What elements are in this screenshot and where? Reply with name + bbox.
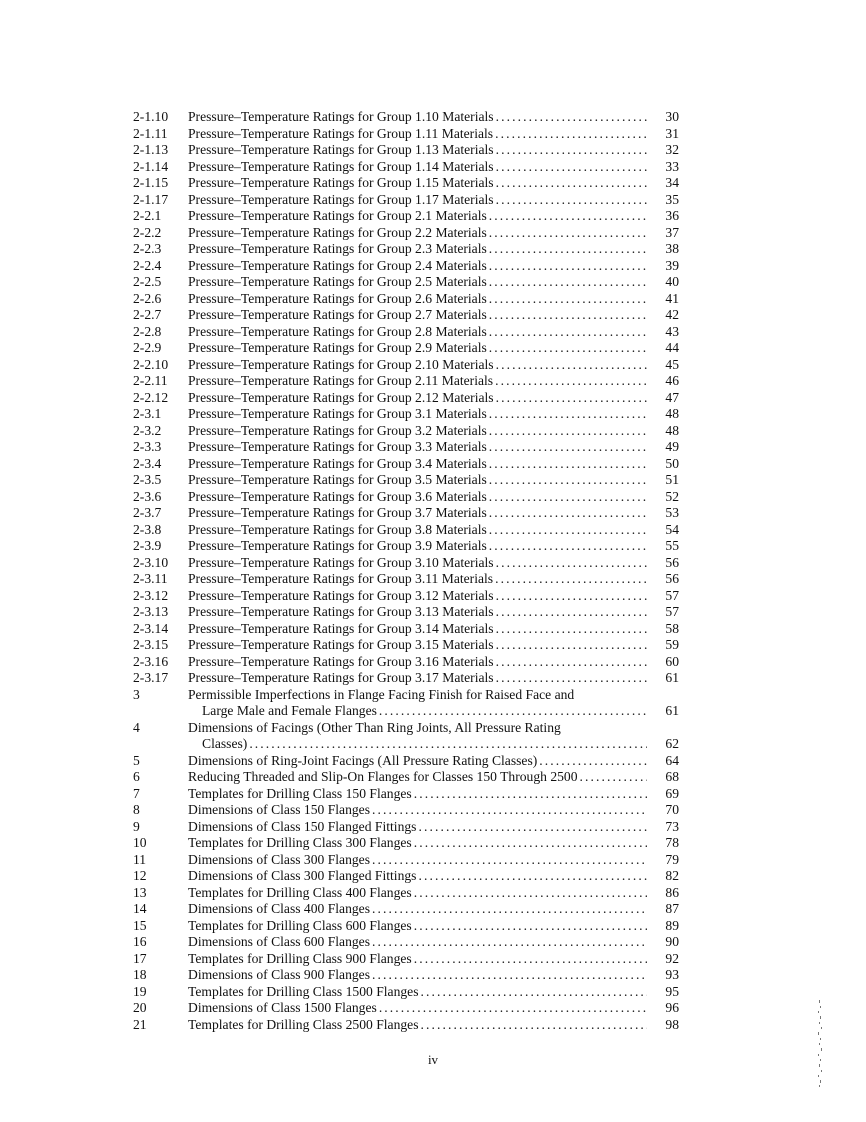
toc-entry[interactable] (133, 192, 679, 209)
table-of-contents-list (133, 109, 679, 1033)
toc-entry-title: Dimensions of Ring-Joint Facings (All Pressure Rating Classes) (188, 752, 538, 768)
toc-entry[interactable] (133, 538, 679, 555)
toc-entry-title: Pressure–Temperature Ratings for Group 3.6 Materials (188, 488, 487, 504)
toc-entry[interactable] (133, 934, 679, 951)
toc-entry-page-number: 68 (665, 769, 679, 784)
toc-entry-page-number: 34 (665, 175, 679, 190)
dot-leader (412, 885, 647, 902)
dot-leader (494, 142, 647, 159)
toc-entry-title: Pressure–Temperature Ratings for Group 3.17 Materials (188, 670, 494, 685)
dot-leader (494, 175, 647, 192)
dot-leader (494, 109, 647, 126)
toc-entry-title: Pressure–Temperature Ratings for Group 3.7 Materials (188, 505, 487, 520)
dot-leader (494, 357, 647, 374)
dot-leader (412, 918, 647, 935)
toc-entry-number: 19 (133, 983, 147, 999)
toc-entry-title: Templates for Drilling Class 150 Flanges (188, 785, 412, 801)
toc-entry-title: Pressure–Temperature Ratings for Group 2.5 Materials (188, 274, 487, 289)
toc-entry-page-number: 55 (665, 538, 679, 553)
toc-entry-title: Pressure–Temperature Ratings for Group 3.13 Materials (188, 604, 494, 619)
dot-leader (412, 951, 647, 968)
toc-entry-number: 2-2.4 (133, 257, 162, 273)
toc-entry-title: Pressure–Temperature Ratings for Group 1.17 Materials (188, 191, 494, 207)
toc-entry-page-number: 93 (665, 967, 679, 982)
toc-entry[interactable] (133, 670, 679, 687)
toc-entry[interactable] (133, 472, 679, 489)
dot-leader (487, 291, 647, 308)
dot-leader (487, 225, 647, 242)
toc-entry-number: 10 (133, 835, 147, 850)
dot-leader (370, 901, 647, 918)
toc-entry-number: 13 (133, 884, 147, 900)
toc-entry-number: 2-3.5 (133, 472, 162, 487)
toc-entry[interactable] (133, 456, 679, 473)
toc-entry-title: Pressure–Temperature Ratings for Group 1.10 Materials (188, 109, 494, 124)
toc-entry-title: Templates for Drilling Class 300 Flanges (188, 835, 412, 850)
toc-entry-page-number: 41 (665, 290, 679, 306)
dot-leader (494, 604, 647, 621)
toc-entry[interactable] (133, 769, 679, 786)
toc-entry-number: 20 (133, 1000, 147, 1015)
toc-entry[interactable] (133, 241, 679, 258)
toc-entry[interactable] (133, 802, 679, 819)
toc-entry-page-number: 86 (665, 884, 679, 900)
toc-entry-page-number: 61 (665, 670, 679, 685)
toc-entry-page-number: 64 (665, 752, 679, 768)
toc-entry-title: Templates for Drilling Class 900 Flanges (188, 950, 412, 966)
toc-entry[interactable] (133, 307, 679, 324)
toc-entry-page-number: 51 (665, 472, 679, 487)
toc-entry-number: 2-1.11 (133, 125, 168, 141)
toc-entry[interactable] (133, 340, 679, 357)
dot-leader (370, 967, 647, 984)
toc-entry-page-number: 35 (665, 191, 679, 207)
toc-entry-title: Pressure–Temperature Ratings for Group 2.1 Materials (188, 208, 487, 223)
toc-entry-number: 2-3.1 (133, 406, 162, 421)
toc-entry-title: Pressure–Temperature Ratings for Group 2.6 Materials (188, 290, 487, 306)
toc-entry-number: 5 (133, 752, 140, 768)
toc-entry-title: Pressure–Temperature Ratings for Group 2.3 Materials (188, 241, 487, 256)
toc-entry[interactable] (133, 885, 679, 902)
toc-entry-page-number: 56 (665, 571, 679, 586)
toc-entry[interactable] (133, 654, 679, 671)
toc-entry-number: 2-3.3 (133, 439, 162, 454)
toc-entry-number: 4 (133, 719, 140, 735)
toc-entry[interactable] (133, 522, 679, 539)
toc-entry-number: 2-2.3 (133, 241, 162, 256)
toc-entry[interactable] (133, 373, 679, 390)
dot-leader (370, 852, 647, 869)
toc-entry[interactable] (133, 621, 679, 638)
dot-leader (578, 769, 647, 786)
toc-entry-title: Templates for Drilling Class 1500 Flanges (188, 983, 419, 999)
toc-entry[interactable] (133, 390, 679, 407)
dot-leader (487, 439, 647, 456)
toc-entry-page-number: 43 (665, 323, 679, 339)
toc-entry-page-number: 49 (665, 439, 679, 454)
toc-entry-page-number: 79 (665, 851, 679, 867)
dot-leader (494, 390, 647, 407)
toc-entry-title: Pressure–Temperature Ratings for Group 1.15 Materials (188, 175, 494, 190)
toc-entry[interactable] (133, 753, 679, 770)
toc-entry-page-number: 53 (665, 505, 679, 520)
toc-entry-page-number: 45 (665, 356, 679, 372)
dot-leader (487, 423, 647, 440)
toc-entry[interactable] (133, 835, 679, 852)
toc-entry[interactable] (133, 357, 679, 374)
dot-leader (487, 274, 647, 291)
toc-entry-title: Pressure–Temperature Ratings for Group 3.12 Materials (188, 587, 494, 603)
toc-entry-number: 17 (133, 950, 147, 966)
toc-entry-title-first-line: Dimensions of Facings (Other Than Ring Joints, All Pressure Rating (188, 719, 561, 735)
dot-leader (370, 802, 647, 819)
toc-entry-number: 2-3.2 (133, 422, 162, 438)
toc-entry-number: 2-1.14 (133, 158, 169, 174)
toc-entry-number: 2-3.9 (133, 538, 162, 553)
toc-entry-page-number: 90 (665, 934, 679, 949)
toc-entry-title: Pressure–Temperature Ratings for Group 2.9 Materials (188, 340, 487, 355)
toc-entry-page-number: 47 (665, 389, 679, 405)
dot-leader (419, 984, 648, 1001)
toc-entry-title: Pressure–Temperature Ratings for Group 3.15 Materials (188, 637, 494, 652)
toc-entry-page-number: 73 (665, 818, 679, 834)
dot-leader (487, 505, 647, 522)
dot-leader (494, 654, 647, 671)
toc-entry[interactable] (133, 588, 679, 605)
toc-entry-page-number: 95 (665, 983, 679, 999)
toc-entry[interactable] (133, 819, 679, 836)
toc-entry-number: 2-1.13 (133, 142, 169, 157)
toc-entry[interactable] (133, 159, 679, 176)
dot-leader (493, 373, 647, 390)
toc-entry-page-number: 62 (665, 736, 679, 751)
toc-entry-number: 2-2.7 (133, 307, 162, 322)
dot-leader (487, 456, 647, 473)
toc-entry-number: 18 (133, 967, 147, 982)
toc-entry-title: Pressure–Temperature Ratings for Group 3.1 Materials (188, 406, 487, 421)
toc-entry-number: 2-2.1 (133, 208, 162, 223)
toc-entry[interactable] (133, 868, 679, 885)
toc-entry-title: Pressure–Temperature Ratings for Group 3.14 Materials (188, 620, 494, 636)
toc-entry-number: 3 (133, 686, 140, 702)
toc-entry[interactable] (133, 901, 679, 918)
toc-entry-title: Dimensions of Class 150 Flanged Fittings (188, 818, 417, 834)
toc-entry-number: 15 (133, 917, 147, 933)
dot-leader (494, 159, 647, 176)
toc-entry-number: 2-1.10 (133, 109, 169, 124)
toc-entry[interactable] (133, 505, 679, 522)
dot-leader (377, 1000, 647, 1017)
toc-entry-page-number: 42 (665, 307, 679, 322)
toc-entry-title: Pressure–Temperature Ratings for Group 3.2 Materials (188, 422, 487, 438)
toc-entry[interactable] (133, 439, 679, 456)
toc-entry-page-number: 87 (665, 901, 679, 916)
toc-entry-title: Pressure–Temperature Ratings for Group 2.8 Materials (188, 323, 487, 339)
toc-entry-title: Dimensions of Class 150 Flanges (188, 802, 371, 817)
toc-entry-title: Reducing Threaded and Slip-On Flanges for Classes 150 Through 2500 (188, 769, 578, 784)
dot-leader (416, 868, 647, 885)
toc-entry-title: Pressure–Temperature Ratings for Group 2.2 Materials (188, 224, 487, 240)
toc-entry-number: 6 (133, 769, 140, 784)
dot-leader (487, 406, 647, 423)
toc-entry-page-number: 89 (665, 917, 679, 933)
toc-entry[interactable] (133, 291, 679, 308)
toc-entry-number: 2-3.17 (133, 670, 169, 685)
toc-entry[interactable] (133, 604, 679, 621)
toc-entry[interactable] (133, 852, 679, 869)
toc-entry-title: Pressure–Temperature Ratings for Group 2.4 Materials (188, 257, 487, 273)
dot-leader (493, 126, 647, 143)
dot-leader (494, 670, 647, 687)
side-edge-mark (815, 1000, 825, 1088)
toc-entry-title: Pressure–Temperature Ratings for Group 3.9 Materials (188, 538, 487, 553)
toc-entry-page-number: 56 (665, 554, 679, 570)
toc-entry-title: Pressure–Temperature Ratings for Group 3.5 Materials (188, 472, 487, 487)
toc-entry[interactable] (133, 984, 679, 1001)
toc-entry-number: 2-3.14 (133, 620, 169, 636)
dot-leader (370, 934, 647, 951)
toc-entry[interactable] (133, 571, 679, 588)
toc-entry-title: Pressure–Temperature Ratings for Group 1.13 Materials (188, 142, 494, 157)
dot-leader (487, 522, 647, 539)
toc-entry-number: 2-2.8 (133, 323, 162, 339)
toc-entry-title-first-line: Permissible Imperfections in Flange Facing Finish for Raised Face and (188, 686, 575, 702)
toc-entry-title: Dimensions of Class 300 Flanges (188, 851, 371, 867)
toc-entry[interactable] (133, 637, 679, 654)
toc-entry-number: 16 (133, 934, 147, 949)
toc-entry-title: Pressure–Temperature Ratings for Group 3.16 Materials (188, 653, 494, 669)
toc-entry-number: 2-3.11 (133, 571, 168, 586)
toc-entry-page-number: 92 (665, 950, 679, 966)
dot-leader (537, 753, 647, 770)
dot-leader (247, 736, 647, 753)
toc-entry-title: Pressure–Temperature Ratings for Group 1.14 Materials (188, 158, 494, 174)
dot-leader (487, 241, 647, 258)
toc-entry-page-number: 61 (665, 703, 679, 718)
dot-leader (487, 340, 647, 357)
dot-leader (487, 208, 647, 225)
toc-entry-page-number: 58 (665, 620, 679, 636)
dot-leader (494, 637, 647, 654)
toc-entry[interactable] (133, 489, 679, 506)
toc-entry-page-number: 32 (665, 142, 679, 157)
toc-entry-number: 2-1.15 (133, 175, 169, 190)
toc-entry[interactable] (133, 258, 679, 275)
toc-entry-page-number: 54 (665, 521, 679, 537)
toc-entry-number: 2-3.7 (133, 505, 162, 520)
toc-entry-number: 7 (133, 785, 140, 801)
toc-entry-number: 2-3.4 (133, 455, 162, 471)
toc-entry[interactable] (133, 423, 679, 440)
dot-leader (377, 703, 647, 720)
toc-entry-page-number: 70 (665, 802, 679, 817)
toc-entry[interactable] (133, 142, 679, 159)
toc-entry[interactable] (133, 109, 679, 126)
toc-entry-page-number: 82 (665, 868, 679, 883)
toc-entry-page-number: 36 (665, 208, 679, 223)
toc-entry-number: 8 (133, 802, 140, 817)
toc-entry-number: 2-2.2 (133, 224, 162, 240)
dot-leader (419, 1017, 648, 1034)
toc-entry[interactable] (133, 918, 679, 935)
toc-entry-page-number: 69 (665, 785, 679, 801)
toc-entry[interactable] (133, 786, 679, 803)
toc-entry-title: Pressure–Temperature Ratings for Group 2.12 Materials (188, 389, 494, 405)
toc-entry-number: 2-3.16 (133, 653, 169, 669)
toc-entry-title: Pressure–Temperature Ratings for Group 3.8 Materials (188, 521, 487, 537)
toc-entry-number: 21 (133, 1016, 147, 1032)
toc-entry-page-number: 31 (665, 125, 679, 141)
toc-entry[interactable] (133, 1017, 679, 1034)
dot-leader (494, 192, 647, 209)
dot-leader (487, 307, 647, 324)
dot-leader (494, 588, 647, 605)
toc-entry-page-number: 96 (665, 1000, 679, 1015)
toc-entry-page-number: 44 (665, 340, 679, 355)
toc-entry-number: 2-2.11 (133, 373, 168, 388)
toc-entry-number: 11 (133, 851, 147, 867)
dot-leader (412, 786, 647, 803)
dot-leader (487, 489, 647, 506)
toc-entry-title: Dimensions of Class 600 Flanges (188, 934, 371, 949)
toc-entry-title: Dimensions of Class 300 Flanged Fittings (188, 868, 417, 883)
toc-entry-title: Dimensions of Class 900 Flanges (188, 967, 371, 982)
toc-entry-title: Pressure–Temperature Ratings for Group 2.10 Materials (188, 356, 494, 372)
toc-entry-page-number: 98 (665, 1016, 679, 1032)
toc-entry-title: Pressure–Temperature Ratings for Group 3.10 Materials (188, 554, 494, 570)
toc-entry[interactable] (133, 175, 679, 192)
toc-entry-page-number: 48 (665, 422, 679, 438)
toc-entry-number: 2-2.12 (133, 389, 169, 405)
dot-leader (487, 258, 647, 275)
toc-entry-page-number: 60 (665, 653, 679, 669)
toc-entry-title: Large Male and Female Flanges (202, 703, 377, 718)
page-folio: iv (427, 1052, 439, 1067)
toc-entry-number: 2-3.15 (133, 637, 169, 652)
toc-entry-number: 2-2.9 (133, 340, 162, 355)
toc-entry-title: Pressure–Temperature Ratings for Group 1.11 Materials (188, 125, 494, 141)
toc-entry-page-number: 57 (665, 587, 679, 603)
toc-entry-page-number: 59 (665, 637, 679, 652)
toc-entry-title: Pressure–Temperature Ratings for Group 3.4 Materials (188, 455, 487, 471)
dot-leader (487, 324, 647, 341)
toc-entry-page-number: 33 (665, 158, 679, 174)
toc-entry[interactable] (133, 720, 679, 753)
toc-entry-page-number: 50 (665, 455, 679, 471)
toc-entry[interactable] (133, 126, 679, 143)
toc-entry-page-number: 37 (665, 224, 679, 240)
toc-entry-page-number: 40 (665, 274, 679, 289)
toc-entry-number: 2-2.5 (133, 274, 162, 289)
toc-entry[interactable] (133, 324, 679, 341)
toc-entry-number: 2-3.8 (133, 521, 162, 537)
toc-entry-number: 2-3.6 (133, 488, 162, 504)
toc-entry-page-number: 30 (665, 109, 679, 124)
toc-entry-page-number: 48 (665, 406, 679, 421)
toc-entry-number: 9 (133, 818, 140, 834)
toc-entry-number: 2-1.17 (133, 191, 169, 207)
dot-leader (412, 835, 647, 852)
toc-entry-number: 2-3.12 (133, 587, 169, 603)
toc-entry[interactable] (133, 406, 679, 423)
toc-entry[interactable] (133, 208, 679, 225)
toc-entry[interactable] (133, 274, 679, 291)
toc-entry-number: 2-2.10 (133, 356, 169, 372)
toc-entry-page-number: 39 (665, 257, 679, 273)
toc-entry[interactable] (133, 687, 679, 720)
dot-leader (494, 555, 647, 572)
toc-entry-title: Dimensions of Class 400 Flanges (188, 901, 371, 916)
toc-entry[interactable] (133, 225, 679, 242)
toc-entry-title: Pressure–Temperature Ratings for Group 3.3 Materials (188, 439, 487, 454)
toc-entry-page-number: 38 (665, 241, 679, 256)
toc-entry-title: Dimensions of Class 1500 Flanges (188, 1000, 377, 1015)
toc-entry[interactable] (133, 555, 679, 572)
toc-entry-number: 14 (133, 901, 147, 916)
toc-entry-number: 2-2.6 (133, 290, 162, 306)
toc-entry-title: Pressure–Temperature Ratings for Group 2.7 Materials (188, 307, 487, 322)
dot-leader (494, 621, 647, 638)
dot-leader (493, 571, 647, 588)
dot-leader (416, 819, 647, 836)
toc-entry-page-number: 78 (665, 835, 679, 850)
toc-entry-number: 2-3.10 (133, 554, 169, 570)
toc-entry-title: Templates for Drilling Class 600 Flanges (188, 917, 412, 933)
toc-entry[interactable] (133, 951, 679, 968)
toc-entry-number: 2-3.13 (133, 604, 169, 619)
toc-entry[interactable] (133, 967, 679, 984)
dot-leader (487, 538, 647, 555)
toc-entry-title: Templates for Drilling Class 2500 Flanges (188, 1016, 419, 1032)
toc-entry-page-number: 57 (665, 604, 679, 619)
toc-entry-title: Pressure–Temperature Ratings for Group 2.11 Materials (188, 373, 494, 388)
toc-entry-title: Classes) (202, 736, 248, 751)
toc-entry[interactable] (133, 1000, 679, 1017)
toc-entry-page-number: 52 (665, 488, 679, 504)
toc-entry-page-number: 46 (665, 373, 679, 388)
dot-leader (487, 472, 647, 489)
toc-entry-number: 12 (133, 868, 147, 883)
toc-entry-title: Pressure–Temperature Ratings for Group 3.11 Materials (188, 571, 494, 586)
toc-entry-title: Templates for Drilling Class 400 Flanges (188, 884, 412, 900)
